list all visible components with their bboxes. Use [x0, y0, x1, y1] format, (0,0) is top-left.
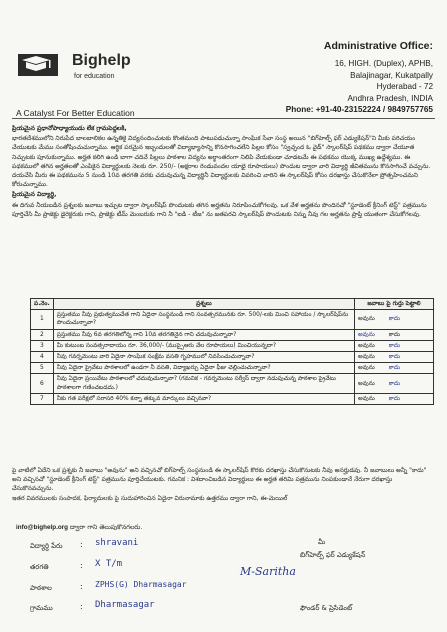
address-line: 16, HIGH. (Duplex), APHB,: [334, 59, 433, 68]
colon: :: [80, 582, 83, 591]
table-row: [31, 329, 434, 340]
village-value[interactable]: Dharmasagar: [95, 600, 155, 610]
marked-answer[interactable]: కాదు: [388, 354, 401, 361]
closing-title: ఫౌండర్ & ప్రెసిడెంట్: [300, 604, 353, 612]
header-divider: [12, 118, 435, 119]
class-value[interactable]: X T/m: [95, 559, 123, 569]
marked-answer[interactable]: అవును: [358, 331, 375, 338]
marked-answer[interactable]: కాదు: [388, 380, 401, 387]
row-number: 5: [31, 363, 54, 374]
village-label: గ్రామము: [30, 604, 53, 612]
no-option[interactable]: కాదు: [388, 331, 401, 338]
question-text: నీవు గవర్నమెంటు వారి ఏదైనా సాంఘిక సంక్షేమ వసతి గృహములో నివసించుచున్నావా?: [53, 352, 354, 363]
answer-cell[interactable]: [355, 393, 434, 404]
question-text: ప్రస్తుతము నీవు ప్రభుత్వముచేత గాని ఏదైనా సంస్థనుండి గాని సంవత్సరమునకు రూ. 500/-లకు మించి సహాయం / స్కాలర్‌షిప్‌ను పొందుచున్నావా?: [53, 310, 354, 329]
answer-cell[interactable]: [355, 310, 434, 329]
salutation-student: ప్రియమైన విద్యార్థి,: [12, 191, 57, 199]
question-text: నీకు గత పరీక్షలో సరాసరి 40% కన్నా తక్కువ మార్కులు వచ్చినవా?: [53, 393, 354, 404]
letter-body: [12, 124, 433, 220]
email-link[interactable]: info@bighelp.org: [16, 524, 68, 531]
bighelp-logo: [16, 50, 64, 84]
table-row: [31, 363, 434, 374]
marked-answer[interactable]: కాదు: [388, 342, 401, 349]
email-tail: ద్వారా గాని తెలుపుకొనగలరు.: [69, 524, 143, 531]
table-row: [31, 352, 434, 363]
marked-answer[interactable]: కాదు: [388, 365, 401, 372]
yes-option[interactable]: అవును: [358, 342, 375, 349]
closing-notes: [12, 466, 433, 503]
col-number-header: ప.నెం.: [31, 299, 54, 310]
eligibility-note: పై వాటిలో ఏదేని ఒక ప్రశ్నకు నీ జవాబు "అవును" అని వచ్చినచో బిగ్‌హెల్ప్ సంస్థనుండి ఈ స్కాలర్‌షిప్ కొరకు దరఖాస్తు చేసుకొనుటకు నీవు అనర్హుడవు. నీ జవాబులు అన్నీ "కాదు" అని వచ్చినచో "స్టూడెంట్ క్రీనింగ్ టెస్ట్" పత్రమును పూర్తిచేయుటకు. గమనిక : విశదాంచిబడిన విద్యార్థులు ఈ అర్హత తరిమి పత్రమును నింపకుండానే నేరుగా దరఖాస్తు చేసుకొనవచ్చును.: [12, 467, 427, 493]
answer-cell[interactable]: [355, 363, 434, 374]
yes-option[interactable]: అవును: [358, 380, 375, 387]
class-label: తరగతి: [30, 563, 49, 571]
address-line: Hyderabad - 72: [376, 82, 433, 91]
table-row: [31, 310, 434, 329]
tagline: A Catalyst For Better Education: [16, 108, 135, 118]
marked-answer[interactable]: కాదు: [388, 316, 401, 323]
student-name-value[interactable]: shravani: [95, 538, 139, 548]
address-line: Balajinagar, Kukatpally: [350, 70, 433, 80]
question-text: నీవు ఏదైనా ప్రయివేటు పాఠశాలలో చదువుచున్నావా? (గమనిక - గవర్నమెంటు సర్వీస్ ద్వారా నడుపుచున్న పాఠశాల ప్రైవేటు పాఠశాలగా గణించబడదు.): [53, 374, 354, 393]
col-question-header: ప్రశ్నలు: [53, 299, 354, 310]
school-label: పాఠశాల: [30, 584, 52, 592]
brand-subtitle: for education: [74, 73, 115, 80]
yes-option[interactable]: అవును: [358, 354, 375, 361]
colon: :: [80, 561, 83, 570]
answer-cell[interactable]: [355, 329, 434, 340]
email-line: [16, 524, 142, 533]
office-title: Administrative Office:: [323, 40, 433, 52]
table-row: [31, 340, 434, 351]
colon: :: [80, 540, 83, 549]
closing-yours: మీ: [318, 538, 326, 546]
yes-option[interactable]: అవును: [358, 365, 375, 372]
eligibility-table: [30, 298, 434, 405]
yes-option[interactable]: అవును: [358, 395, 375, 402]
table-header-row: [31, 299, 434, 310]
brand-name: Bighelp: [72, 52, 131, 69]
row-number: 1: [31, 310, 54, 329]
contact-note: ఇతర వివరములకు సంపాదక, ఫిర్యాదులకు పై సుదుహారించిన ఏదైనా విరునామాకు ఉత్తరము ద్వారా గాని, ఈ-మెయిల్: [12, 494, 288, 502]
colon: :: [80, 602, 83, 611]
signature: M-Saritha: [240, 565, 296, 578]
answer-cell[interactable]: [355, 352, 434, 363]
row-number: 3: [31, 340, 54, 351]
row-number: 4: [31, 352, 54, 363]
answer-cell[interactable]: [355, 374, 434, 393]
yes-option[interactable]: అవును: [358, 316, 375, 323]
row-number: 2: [31, 329, 54, 340]
question-text: మీ కుటుంబ సంవత్సరాదాయం రూ. 36,000/- (ముప్పైఆరు వేల రూపాయలు) మించియున్నదా?: [53, 340, 354, 351]
school-value[interactable]: ZPHS(G) Dharmasagar: [95, 580, 187, 589]
office-address-block: [263, 40, 433, 114]
address-line: Andhra Pradesh, INDIA: [347, 93, 433, 103]
phone-number: Phone: +91-40-23152224 / 9849757765: [285, 105, 433, 114]
instructions-paragraph: ఈ దిగువ నీయబడిన ప్రశ్నలకు జవాబు ఇచ్చుట ద్వారా స్కాలర్‌షిప్ పొందుటకు తగిన అర్హతను నిరూపించుకోగలవు. ఒక వేళ అర్హతను పొందినచో "స్టూడెంట్ క్రీనింగ్ టెస్ట్" పత్రమును పూర్తిచేసి మీ ప్రాజెక్టు డైరెక్టరుకు గాని, ప్రాజెక్టు టీమ్ మెంబరుకు గాని నీ "ఐడి - టీజ" ను జతపరచి స్కాలర్‌షిప్ పొందుటకు నిన్ను నీవు గల అర్హతను ప్రాప్తి యుతంగా చేసుకోగలవు.: [12, 201, 427, 218]
col-answer-header: జవాబు పై గుర్తు పెట్టాలి: [355, 299, 434, 310]
table-row: [31, 393, 434, 404]
table-row: [31, 374, 434, 393]
question-text: ప్రస్తుతము నీవు 6వ తరగతిలోన్న గాని 10వ తరగతినైన గాని చదువుచున్నావా?: [53, 329, 354, 340]
row-number: 6: [31, 374, 54, 393]
row-number: 7: [31, 393, 54, 404]
intro-paragraph: భారతదేశములోని నిరుపేద బాలబాలికల ఉన్నతికై విద్యనందించుటకు కొంతమంది పాటుపడుచున్నా సాంఘిక సేవా సంస్థ అయిన "బిగ్‌హెల్ప్ ఫర్ ఎడ్యుకేషన్"ని మీకు పరిచయం చేయుటకు మేము సంతోషించుచున్నాము. ఆర్థిక పరమైన ఇబ్బందులతో విద్యాభ్యాసాన్ని కొనసాగించలేని పిల్లల కోసం "స్వచ్ఛంద ఓ వైడ్" స్కాలర్‌షిప్ పథకము ద్వారా చేయూత నిచ్చుటకు పూనుకున్నాము. అర్హత కలిగి ఉండి బాగా చదివే పిల్లలు పాఠశాల విద్యను అర్థాంతరంగా నిలిపి వేయకుండా చూడటమే ఈ పథకము యొక్క ముఖ్య ఉద్దేశ్యము. ఈ పథకములో తగిన అర్హతలతో ఎంపికైన విద్యార్థులకు నెలకు రూ. 250/- (అక్షరాల రెండువందల యాభై రూపాయలు) పొందుట ద్వారా వారి విద్యార్థి జీవితమును కొనసాగించే వచ్చును. దయచేసి మీరు ఈ పథకమును 5 నుండి 10వ తరగతి వరకు చదువుచున్న విద్యార్థినీ విద్యార్థులకు వివరించి వారిని ఈ స్కాలర్‌షిప్ కోసం దరఖాస్తు చేసుకొనేలా ప్రోత్సహించమని కోరుచున్నాము.: [12, 135, 431, 189]
answer-cell[interactable]: [355, 340, 434, 351]
closing-org: బిగ్‌హెల్ప్ ఫర్ ఎడ్యుకేషన్: [300, 551, 366, 559]
salutation-heads: ప్రియమైన ప్రధానోపాధ్యాయుడు లేక గ్రామపెద్దలకి,: [12, 125, 127, 132]
student-name-label: విద్యార్థి పేరు: [30, 542, 63, 550]
question-text: నీవు ఏదైనా ప్రైవేటు పాఠశాలలో ఉండగా నీ వసతి, విద్యాఖర్చు ఏదైనా ఫీజు చెల్లించుచున్నావా?: [53, 363, 354, 374]
marked-answer[interactable]: కాదు: [388, 395, 401, 402]
